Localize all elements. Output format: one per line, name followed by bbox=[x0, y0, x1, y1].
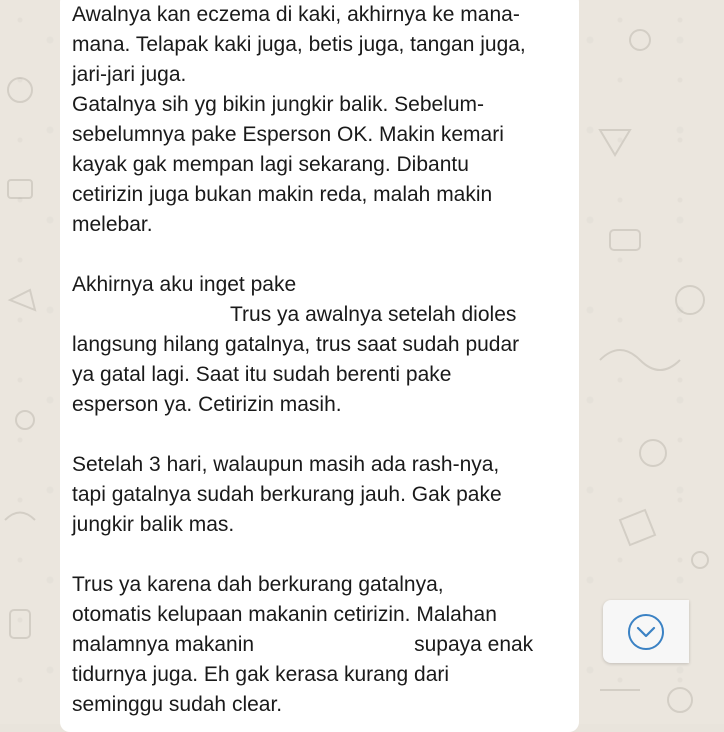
scroll-to-bottom-button[interactable] bbox=[603, 600, 689, 663]
message-line: jungkir balik mas. bbox=[72, 513, 235, 536]
paragraph-gap bbox=[72, 540, 572, 570]
message-fragment: supaya enak bbox=[414, 633, 534, 656]
message-line: jari-jari juga. bbox=[72, 63, 187, 86]
message-text bbox=[72, 0, 572, 720]
message-line: Gatalnya sih yg bikin jungkir balik. Sebelum- bbox=[72, 93, 485, 116]
message-line: mana. Telapak kaki juga, betis juga, tangan juga, bbox=[72, 33, 526, 56]
message-line: melebar. bbox=[72, 213, 153, 236]
message-line: otomatis kelupaan makanin cetirizin. Malahan bbox=[72, 603, 497, 626]
message-line: Trus ya karena dah berkurang gatalnya, bbox=[72, 573, 444, 596]
message-line: langsung hilang gatalnya, trus saat sudah pudar bbox=[72, 333, 520, 356]
paragraph-gap bbox=[72, 240, 572, 270]
message-line-with-gap bbox=[72, 630, 572, 660]
paragraph-2 bbox=[72, 270, 572, 420]
message-line: Trus ya awalnya setelah dioles bbox=[230, 303, 517, 326]
message-line: esperson ya. Cetirizin masih. bbox=[72, 393, 342, 416]
message-fragment: malamnya makanin bbox=[72, 633, 255, 656]
message-line: ya gatal lagi. Saat itu sudah berenti pake bbox=[72, 363, 452, 386]
message-line: tidurnya juga. Eh gak kerasa kurang dari bbox=[72, 663, 450, 686]
paragraph-gap bbox=[72, 420, 572, 450]
message-line: Akhirnya aku inget pake bbox=[72, 273, 297, 296]
message-line: sebelumnya pake Esperson OK. Makin kemari bbox=[72, 123, 504, 146]
chevron-down-circle-icon bbox=[626, 612, 666, 652]
message-line: cetirizin juga bukan makin reda, malah makin bbox=[72, 183, 493, 206]
message-line: tapi gatalnya sudah berkurang jauh. Gak pake bbox=[72, 483, 502, 506]
paragraph-4 bbox=[72, 570, 572, 720]
paragraph-1 bbox=[72, 0, 572, 240]
message-line: seminggu sudah clear. bbox=[72, 693, 283, 716]
paragraph-3 bbox=[72, 450, 572, 540]
message-line: kayak gak mempan lagi sekarang. Dibantu bbox=[72, 153, 469, 176]
message-line: Awalnya kan eczema di kaki, akhirnya ke mana- bbox=[72, 3, 520, 26]
message-line: Setelah 3 hari, walaupun masih ada rash-nya, bbox=[72, 453, 500, 476]
